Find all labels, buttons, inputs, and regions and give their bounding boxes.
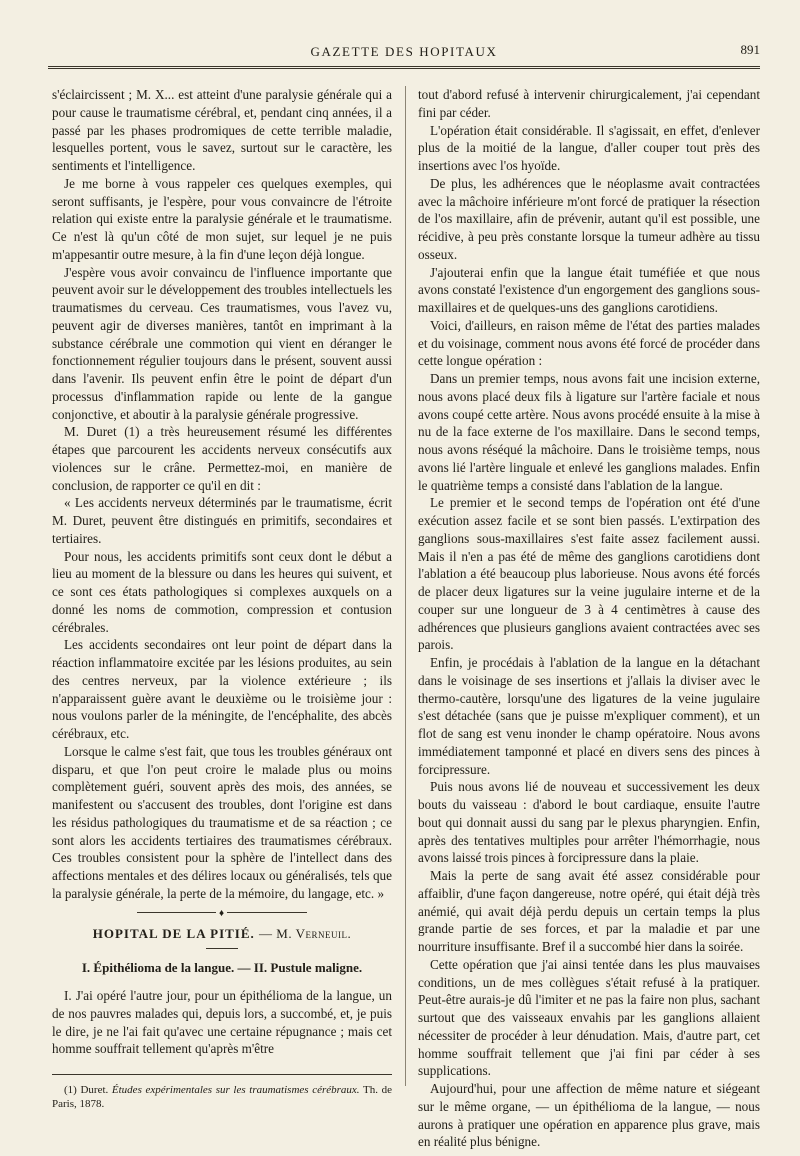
paragraph: De plus, les adhérences que le néoplasme avait contractées avec la mâchoire inférieure m'ont forcé de pratiquer la résection de l'os maxillaire, afin de prévenir, autant qu'il est possible, une récidive, à peu près constante lorsque la tumeur adhère au tissu osseux.: [418, 175, 760, 262]
paragraph: I. J'ai opéré l'autre jour, pour un épithélioma de la langue, un de nos pauvres malades qui, depuis lors, a succombé, et, je puis le dire, je ne l'ai fait qu'avec une certaine répugnance ; mais cet homme souffrait tellement qu'après m'être: [52, 988, 392, 1057]
header-rule: [48, 66, 760, 69]
paragraph: « Les accidents nerveux déterminés par le traumatisme, écrit M. Duret, peuvent être distingués en primitifs, secondaires et tertiaires.: [52, 495, 392, 546]
short-rule: [206, 948, 238, 949]
paragraph: tout d'abord refusé à intervenir chirurgicalement, j'ai cependant fini par céder.: [418, 87, 760, 120]
section-separator: [137, 912, 307, 913]
footnote: [52, 1083, 392, 1111]
footnote-prefix: (1) Duret.: [64, 1084, 109, 1096]
section-heading: [52, 925, 392, 943]
paragraph: J'espère vous avoir convaincu de l'influence importante que peuvent avoir sur le développement des troubles intellectuels les traumatismes du cerveau. Ces traumatismes, vous l'avez vu, peuvent agir de diverses manières, tantôt en imprimant à la substance cérébrale une commotion qui vient en déranger le fonctionnement régulier toujours dans le présent, souvent aussi dans l'avenir. Ils peuvent enfin être le point de départ d'un processus d'inflammation rapide ou lente de la gangue conjonctive, et aboutir à la paralysie générale progressive.: [52, 264, 392, 422]
footnote-suffix: Th. de Paris, 1878.: [52, 1084, 392, 1110]
section-author: — M. Verneuil.: [259, 925, 352, 941]
footnote-title: Études expérimentales sur les traumatismes cérébraux.: [111, 1084, 360, 1096]
paragraph: Enfin, je procédais à l'ablation de la langue en la détachant dans le voisinage de ses insertions et j'allais la diviser avec le thermo-cautère, lorsqu'une des ligatures de la veine jugulaire s'est détachée (sans que je puisse m'expliquer comment), et un flot de sang est venu inonder le champ opératoire. Nous avons immédiatement tamponné et placé en divers sens des pinces à forcipressure.: [418, 655, 760, 777]
section-title: HOPITAL DE LA PITIÉ.: [92, 925, 255, 941]
paragraph: s'éclaircissent ; M. X... est atteint d'une paralysie générale qui a pour cause le traumatisme cérébral, et, pendant cinq années, il a passé par les phases prodromiques de cette terrible maladie, lesquelles portent, vous le savez, surtout sur le caractère, les sentiments et l'intelligence.: [52, 87, 392, 173]
paragraph: Cette opération que j'ai ainsi tentée dans les plus mauvaises conditions, un de mes collègues s'était refusé à la pratiquer. Peut-être aurais-je dû l'imiter et ne pas la faire non plus, sachant surtout que des vaisseaux envahis par les ganglions allaient nécessiter de procéder à leur dénudation. Mais, d'autre part, cet homme souffrait tellement que j'ai fini par céder à ses supplications.: [418, 956, 760, 1079]
right-column: [418, 86, 760, 1151]
paragraph: Dans un premier temps, nous avons fait une incision externe, nous avons placé deux fils à ligature sur l'artère faciale et nous avons coupé cette artère. Nous avons procédé ensuite à la mise à nu de la face externe de l'os maxillaire. Dans le second temps, nous avons réséqué la mâchoire. Dans le troisième temps, nous avons lié l'artère linguale et enlevé les ganglions malades. Enfin le quatrième temps a consisté dans l'ablation de la langue.: [418, 371, 760, 493]
running-title: GAZETTE DES HOPITAUX: [310, 44, 498, 59]
paragraph: Mais la perte de sang avait été assez considérable pour affaiblir, d'une façon dangereuse, notre opéré, qui était déjà très anémié, qui avait déjà perdu depuis un certain temps la plus grande partie de ses forces, et par la maladie et par une nourriture insuffisante. Bref il a succombé hier dans la soirée.: [418, 868, 760, 954]
paragraph: Les accidents secondaires ont leur point de départ dans la réaction inflammatoire excitée par les lésions produites, au sein des centres nerveux, par la violence extérieure ; ils n'apparaissent guère avant le deuxième ou le troisième jour : nous voulons parler de la méningite, de l'encéphalite, des abcès cérébraux, etc.: [52, 637, 392, 741]
paragraph: Pour nous, les accidents primitifs sont ceux dont le début a lieu au moment de la blessure ou dans les heures qui suivent, et ce sont ces états pathologiques si complexes auxquels on a donné les noms de commotion, compression et contusion cérébrales.: [52, 548, 392, 635]
paragraph: Le premier et le second temps de l'opération ont été d'une exécution assez facile et se sont bien passés. L'extirpation des ganglions sous-maxillaires s'est faite assez facilement aussi. Mais il n'en a pas été de même des ganglions carotidiens dont l'ablation a été beaucoup plus laborieuse. Nous avons été forcés de placer deux ligatures sur la veine jugulaire interne et de la couper sur une longueur de 3 à 4 centimètres à cause des adhérences que plusieurs ganglions avaient contractées avec ses parois.: [418, 495, 760, 653]
paragraph: Je me borne à vous rappeler ces quelques exemples, qui seront suffisants, je l'espère, pour vous convaincre de l'étroite relation qui existe entre la paralysie générale et le traumatisme. Ce n'est là qu'un côté de mon sujet, sur lequel je ne puis m'appesantir outre mesure, à la fin d'une leçon déjà longue.: [52, 175, 392, 262]
left-column: [52, 86, 392, 1111]
paragraph: Aujourd'hui, pour une affection de même nature et siégeant sur le même organe, — un épithélioma de la langue, — nous aurons à pratiquer une opération en apparence plus grave, mais en réalité plus bénigne.: [418, 1081, 760, 1150]
paragraph: Voici, d'ailleurs, en raison même de l'état des parties malades et du voisinage, comment nous avons été forcé de procéder dans cette longue opération :: [418, 317, 760, 369]
paragraph: Lorsque le calme s'est fait, que tous les troubles généraux ont disparu, et que l'on peut croire le malade plus ou moins complètement guéri, souvent après des mois, des années, se manifestent ou s'accusent des troubles, dont l'origine est dans les résidus pathologiques du traumatisme et de sa réaction ; ce sont alors les accidents tertiaires des traumatismes cérébraux. Ces troubles consistent pour la sphère de l'intellect dans des affections mentales et des délires locaux ou généralisés, tels que la paralysie générale, la perte de la mémoire, du langage, etc. »: [52, 743, 392, 901]
paragraph: Puis nous avons lié de nouveau et successivement les deux bouts du vaisseau : d'abord le bout cardiaque, ensuite l'autre bout qui donnait aussi du sang par le plexus pharyngien. Enfin, après des tentatives multiples pour arrêter l'hémorrhagie, nous avons laissé trois pinces à forcipressure dans la plaie.: [418, 779, 760, 866]
footnote-rule: [52, 1074, 392, 1075]
paragraph: L'opération était considérable. Il s'agissait, en effet, d'enlever plus de la moitié de la langue, d'aller couper tout près des insertions avec l'os hyoïde.: [418, 122, 760, 173]
column-divider: [405, 86, 406, 1086]
page-header: [48, 38, 760, 72]
case-heading: I. Épithélioma de la langue. — II. Pustule maligne.: [81, 960, 363, 976]
paragraph: M. Duret (1) a très heureusement résumé les différentes étapes que parcourent les accidents nerveux consécutifs aux violences sur le crâne. Permettez-moi, en manière de conclusion, de rapporter ce qu'il en dit :: [52, 424, 392, 493]
page-number: 891: [740, 42, 760, 57]
paragraph: J'ajouterai enfin que la langue était tuméfiée et que nous avons constaté l'existence d'un engorgement des ganglions sous-maxillaires et de quelques-uns des ganglions carotidiens.: [418, 264, 760, 315]
